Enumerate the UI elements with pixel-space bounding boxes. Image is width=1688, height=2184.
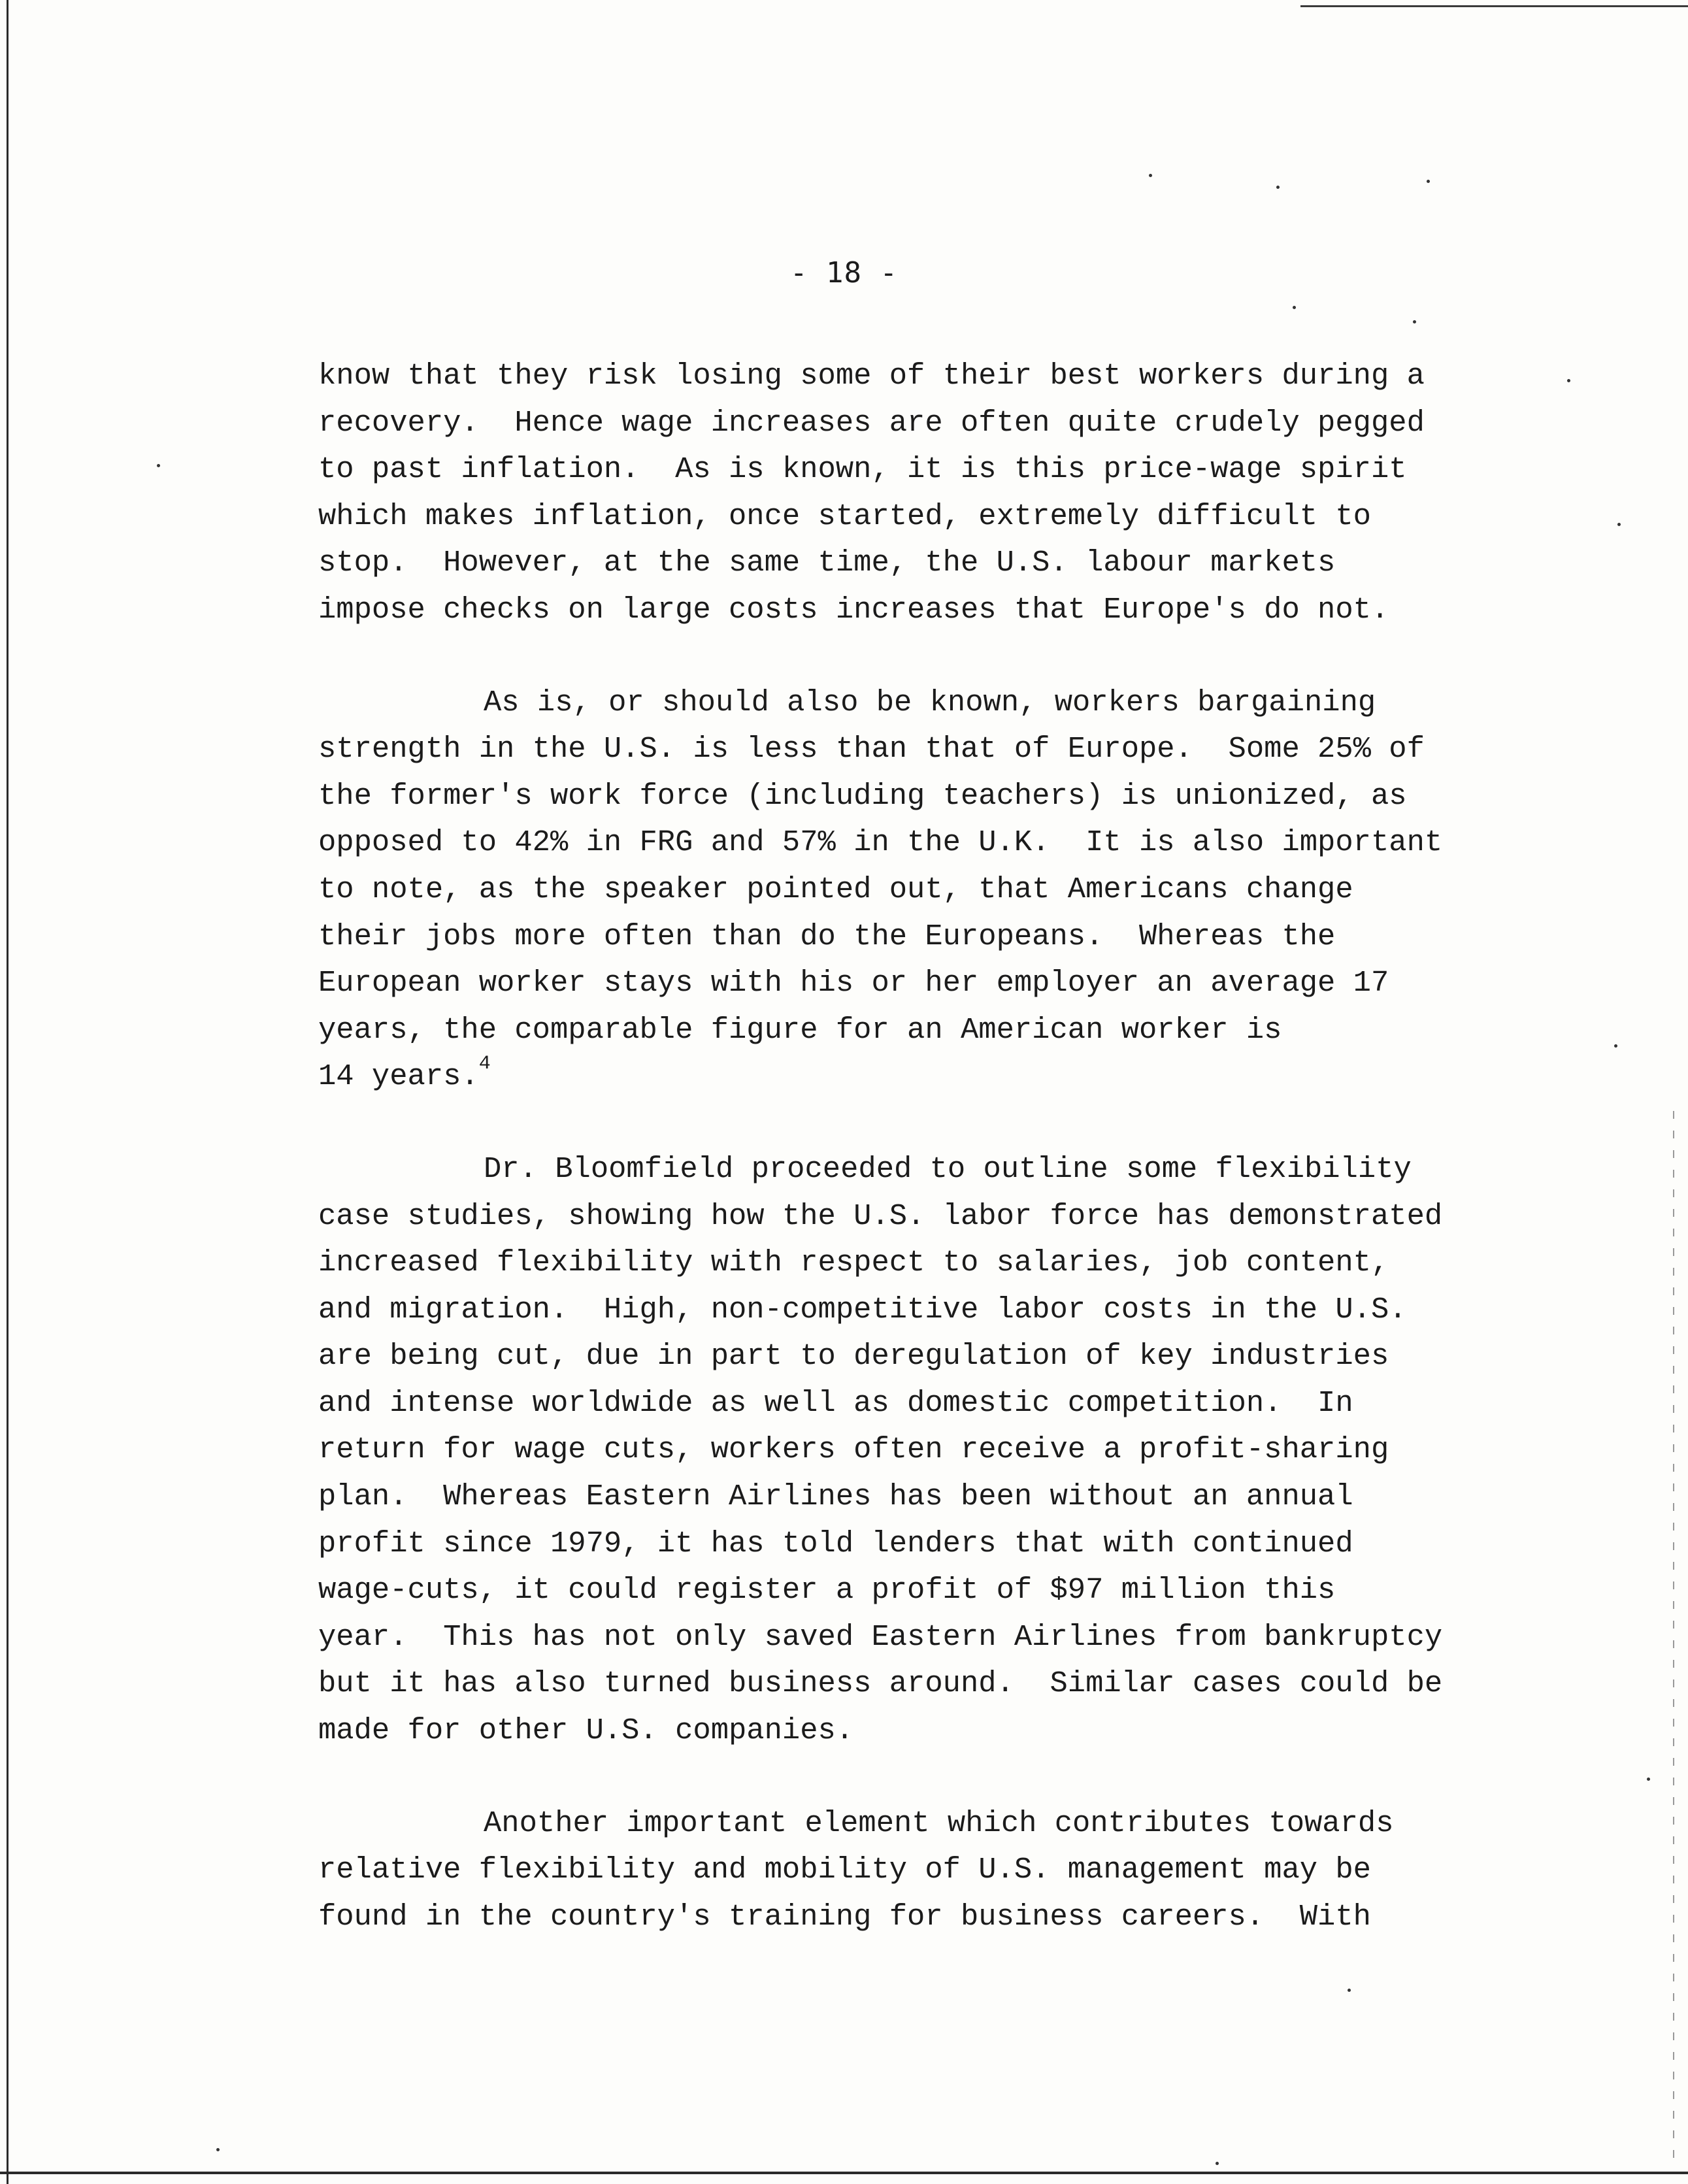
text-line: made for other U.S. companies. [318,1713,854,1748]
text-line: relative flexibility and mobility of U.S. management may be [318,1853,1371,1887]
text-line: case studies, showing how the U.S. labor force has demonstrated [318,1199,1443,1233]
text-line: the former's work force (including teachers) is unionized, as [318,778,1407,813]
text-line: their jobs more often than do the Europeans. Whereas the [318,919,1336,953]
text-line: are being cut, due in part to deregulation of key industries [318,1339,1389,1374]
scan-speck [1348,1989,1351,1992]
scan-speck [216,2148,220,2151]
text-line: impose checks on large costs increases that Europe's do not. [318,592,1389,627]
text-line-with-footnote [318,1053,1534,1100]
scan-speck [1617,523,1621,526]
text-line: return for wage cuts, workers often receive a profit-sharing [318,1432,1389,1467]
scan-edge-left [7,0,8,2184]
paragraph-1 [318,353,1534,634]
scan-speck [157,464,160,467]
text-line: and migration. High, non-competitive labor costs in the U.S. [318,1292,1407,1327]
footnote-reference: 4 [478,1053,491,1076]
page-number: - 18 - [790,256,898,290]
scan-speck [1614,1044,1617,1048]
text-line: found in the country's training for business careers. With [318,1899,1371,1934]
scan-edge-right [1673,1111,1674,2170]
scan-speck [1149,174,1152,177]
text-line: Dr. Bloomfield proceeded to outline some flexibility [484,1151,1412,1186]
text-line: stop. However, at the same time, the U.S. labour markets [318,546,1336,580]
paragraph-4 [318,1800,1534,1941]
scan-speck [1427,180,1430,183]
scan-speck [1293,306,1296,309]
scan-speck [1647,1778,1650,1781]
text-line: strength in the U.S. is less than that of Europe. Some 25% of [318,732,1425,767]
text-line: recovery. Hence wage increases are often quite crudely pegged [318,405,1425,440]
text-line: which makes inflation, once started, extremely difficult to [318,499,1371,533]
text-line: opposed to 42% in FRG and 57% in the U.K. It is also important [318,825,1443,860]
scan-edge-top [1300,5,1688,7]
text-line: profit since 1979, it has told lenders that with continued [318,1526,1353,1561]
text-line: wage-cuts, it could register a profit of $97 million this [318,1573,1336,1608]
paragraph-3 [318,1146,1534,1755]
scan-speck [1216,2162,1219,2165]
text-line: increased flexibility with respect to salaries, job content, [318,1246,1389,1280]
text-line: and intense worldwide as well as domestic competition. In [318,1385,1353,1420]
text-line: know that they risk losing some of their best workers during a [318,359,1425,393]
text-line: but it has also turned business around. Similar cases could be [318,1666,1443,1701]
text-line: year. This has not only saved Eastern Airlines from bankruptcy [318,1619,1443,1654]
text-line: As is, or should also be known, workers bargaining [484,685,1376,720]
scan-speck [1567,379,1570,382]
scan-speck [1413,320,1416,323]
body-text [318,353,1534,1940]
text-line: plan. Whereas Eastern Airlines has been without an annual [318,1480,1353,1514]
text-line: to note, as the speaker pointed out, that Americans change [318,872,1353,906]
text-line: European worker stays with his or her employer an average 17 [318,966,1389,1001]
text-line: years, the comparable figure for an American worker is [318,1012,1282,1047]
text-line: Another important element which contributes towards [484,1806,1394,1840]
scan-edge-bottom [0,2172,1688,2174]
scan-speck [1276,186,1280,189]
text-line: 14 years. [318,1059,479,1094]
text-line: to past inflation. As is known, it is this price-wage spirit [318,452,1407,487]
paragraph-2 [318,680,1534,1100]
